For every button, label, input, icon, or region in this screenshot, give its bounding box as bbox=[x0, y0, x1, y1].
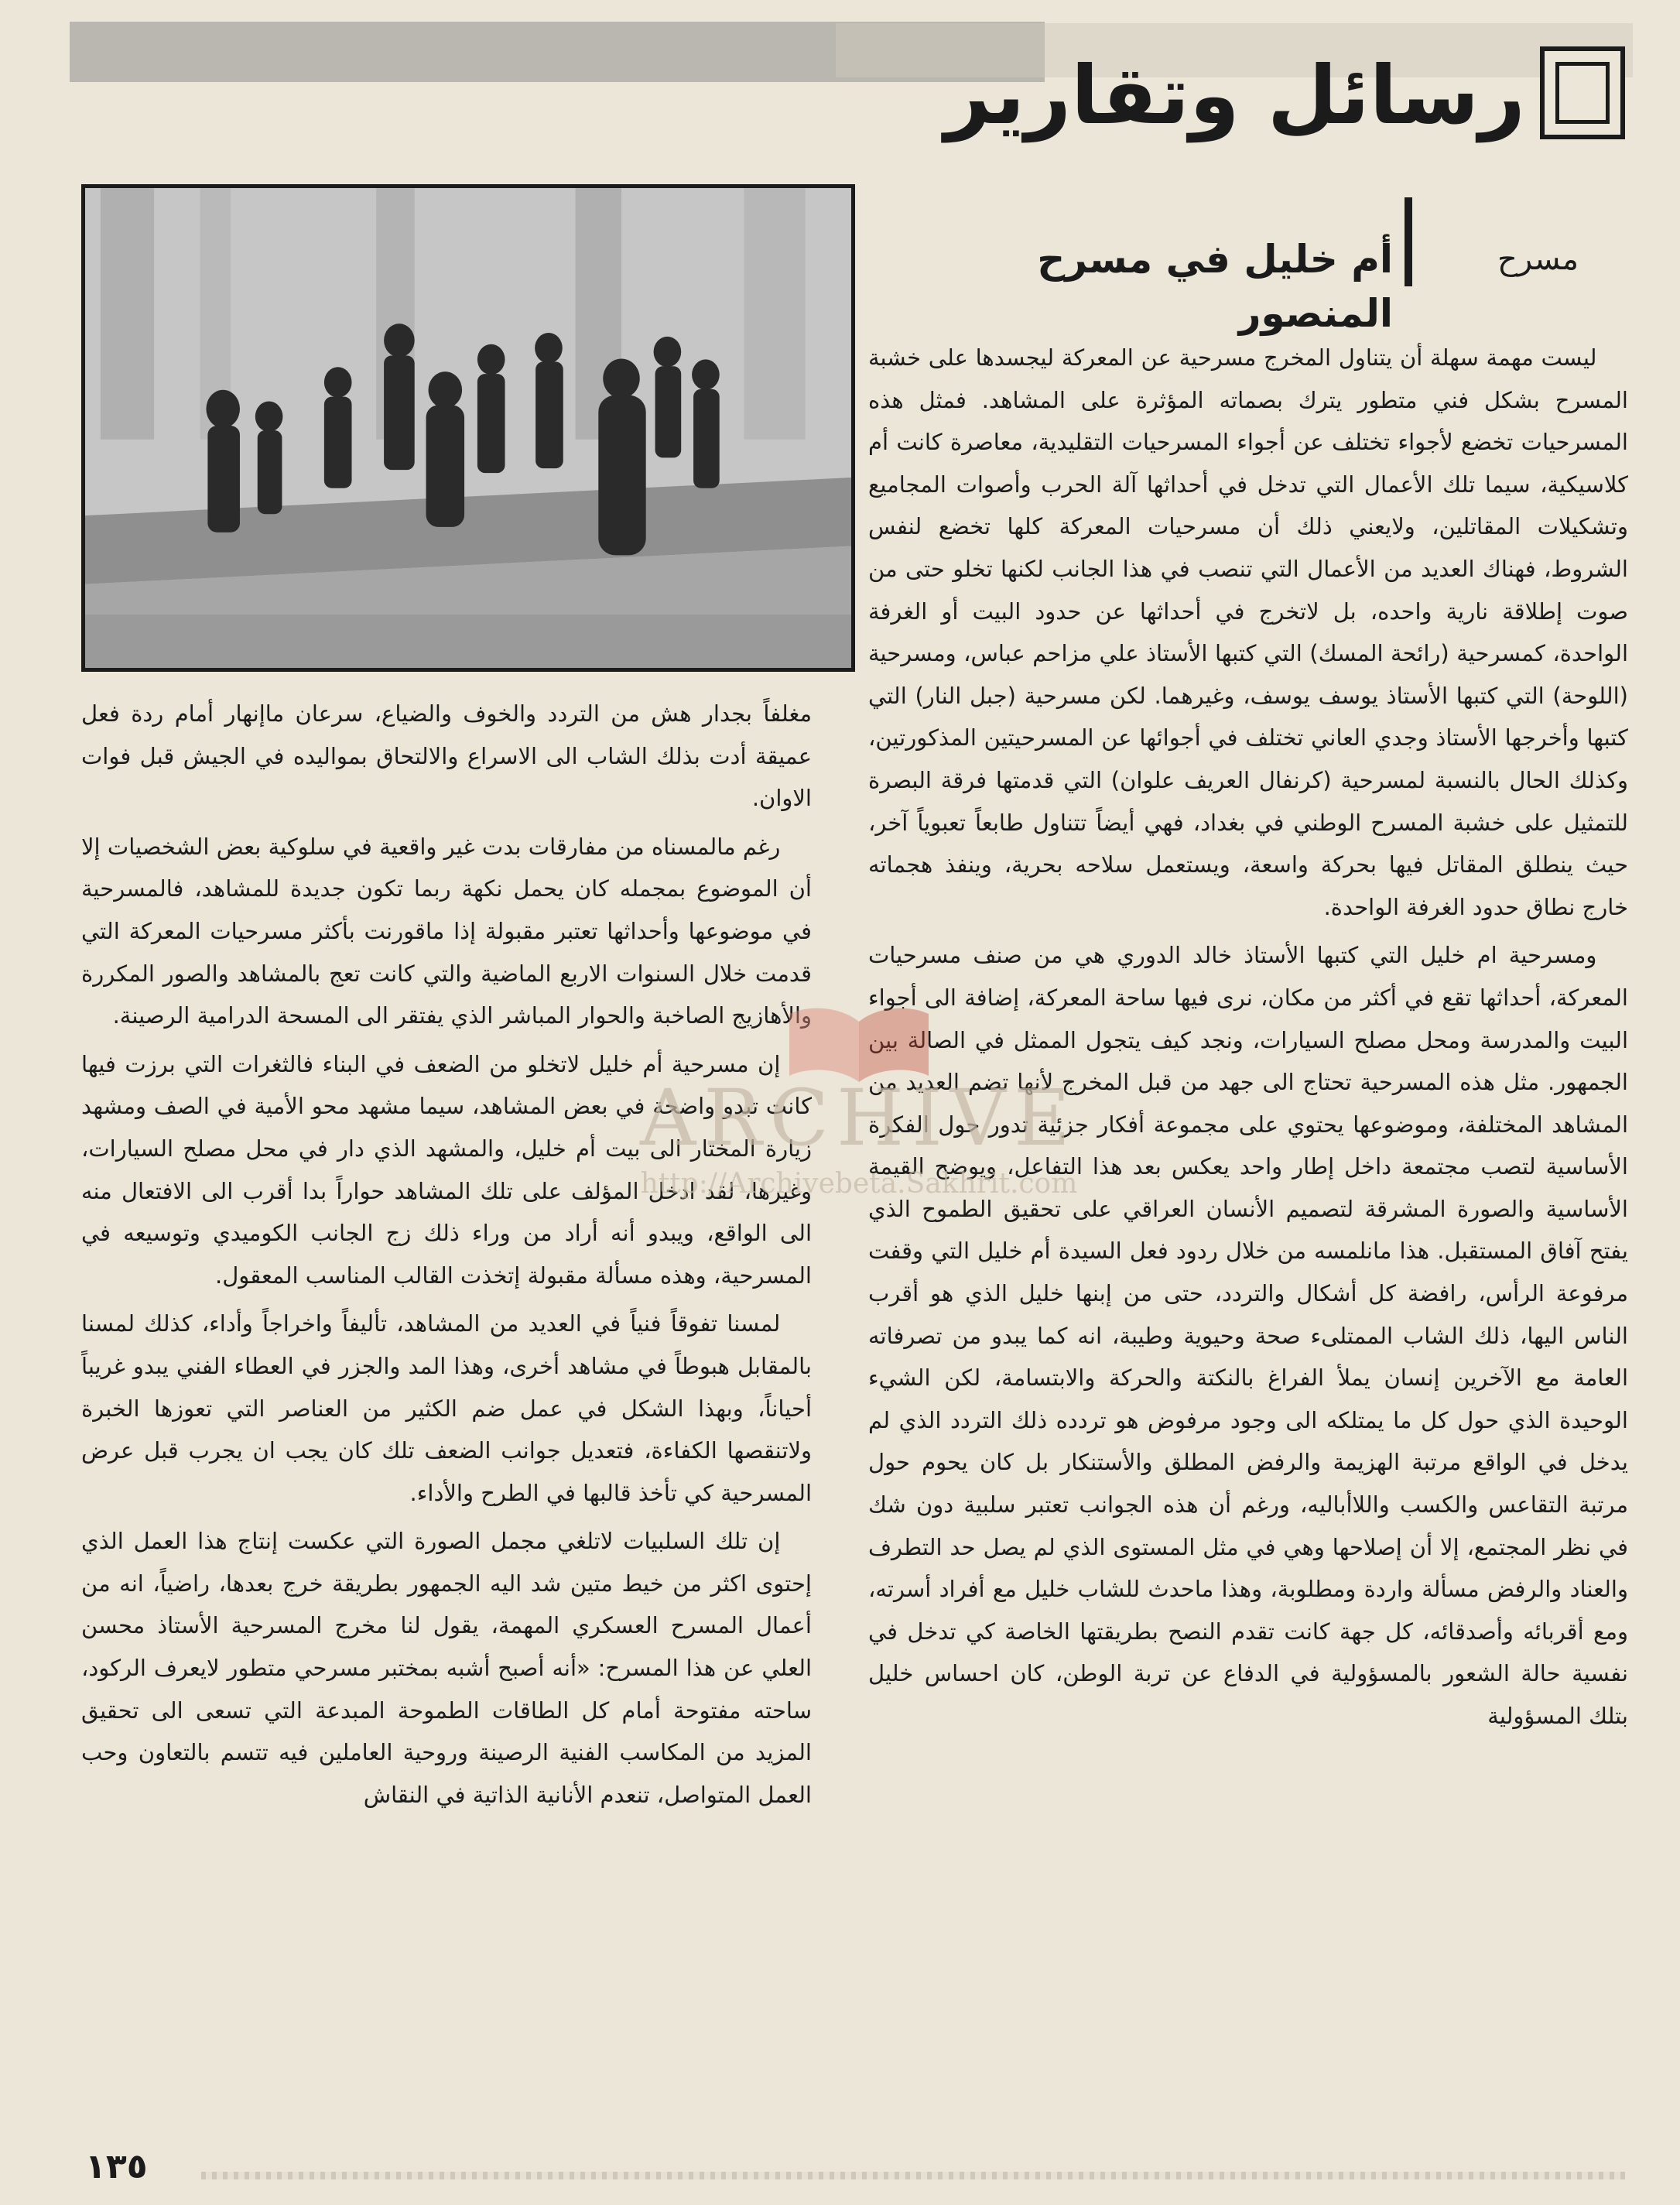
magazine-logo-icon bbox=[1540, 46, 1625, 139]
paragraph: إن تلك السلبيات لاتلغي مجمل الصورة التي عكست إنتاج هذا العمل الذي إحتوى اكثر من خيط متين شد اليه الجمهور بطريقة خرج بعدها، راضياً، انه من أعمال المسرح العسكري المهمة، يقول لنا مخرج المسرحية الأستاذ محسن العلي عن هذا المسرح: «أنه أصبح أشبه بمختبر مسرحي متطور لايعرف الركود، ساحته مفتوحة أمام كل الطاقات الطموحة المبدعة التي تسعى الى تحقيق المزيد من المكاسب الفنية الرصينة وروحية العاملين فيه تتسم بالتعاون وحب العمل المتواصل، تنعدم الأنانية الذاتية في النقاش bbox=[81, 1528, 812, 1808]
paragraph: ومسرحية ام خليل التي كتبها الأستاذ خالد الدوري هي من صنف مسرحيات المعركة، أحداثها تقع في أكثر من مكان، نرى فيها ساحة المعركة، إضافة الى أجواء البيت والمدرسة ومحل مصلح السيارات، ونجد كيف يتجول الممثل في الصالة بين الجمهور. مثل هذه المسرحية تحتاج الى جهد من قبل المخرج لأنها تضم العديد من المشاهد المختلفة، وموضوعها يحتوي على مجموعة أفكار جزئية تدور حول الفكرة الأساسية لتصب مجتمعة داخل إطار واحد يعكس بعد هذا التفاعل، ويوضح القيمة الأساسية والصورة المشرقة لتصميم الأنسان العراقي على تحقيق الطموح الذي يفتح آفاق المستقبل. هذا مانلمسه من خلال ردود فعل السيدة أم خليل التي وقفت مرفوعة الرأس، رافضة كل أشكال والتردد، حتى من إبنها خليل الذي هو أقرب الناس اليها، ذلك الشاب الممتلىء صحة وحيوية وطيبة، انه كما يبدو من تصرفاته العامة مع الآخرين إنسان يملأ الفراغ بالنكتة والحركة والابتسامة، لكن الشيء الوحيدة الذي حول كل ما يمتلكه الى وجود مرفوض هو تردده ذلك التردد الذي لم يدخل في الواقع مرتبة الهزيمة والرفض المطلق والأستنكار بل كان يحوم حول مرتبة التقاعس والكسب واللاأباليه، ورغم أن هذه الجوانب تعتبر سلبية دون شك في نظر المجتمع، إلا أن إصلاحها وهي في مثل المستوى الذي لم يصل حد التطرف والعناد والرفض مسألة واردة ومطلوبة، وهذا ماحدث للشاب خليل مع أفراد أسرته، ومع أقربائه وأصدقائه، كل جهة كانت تقدم النصح بطريقتها الخاصة كي تدخل في نفسية حالة الشعور بالمسؤولية في الدفاع عن تربة الوطن، كان احساس خليل بتلك المسؤولية bbox=[868, 942, 1628, 1729]
paragraph: إن مسرحية أم خليل لاتخلو من الضعف في البناء فالثغرات التي برزت فيها كانت تبدو واضحة في بعض المشاهد، سيما مشهد محو الأمية في الصف ومشهد زيارة المختار الى بيت أم خليل، والمشهد الذي دار في محل مصلح السيارات، وغيرها، لقد ادخل المؤلف على تلك المشاهد حواراً بدا أقرب الى الافتعال منه الى الواقع، ويبدو أنه أراد من وراء ذلك زج الجانب الكوميدي وتوسيعه في المسرحية، وهذه مسألة مقبولة إتخذت القالب المناسب المعقول. bbox=[81, 1050, 812, 1289]
page-number: ١٣٥ bbox=[85, 2147, 148, 2186]
article-left-column bbox=[81, 693, 812, 2144]
paragraph: ليست مهمة سهلة أن يتناول المخرج مسرحية عن المعركة ليجسدها على خشبة المسرح بشكل فني متطور يترك بصماته المؤثرة على المشاهد. فمثل هذه المسرحيات تخضع لأجواء تختلف عن أجواء المسرحيات التقليدية، معاصرة كانت أم كلاسيكية، سيما تلك الأعمال التي تدخل في أحداثها آلة الحرب وأصوات المجاميع وتشكيلات المقاتلين، ولايعني ذلك أن مسرحيات المعركة كلها تخضع لنفس الشروط، فهناك العديد من الأعمال التي تنصب في هذا الجانب لكنها تخلو حتى من صوت إطلاقة نارية واحده، بل لاتخرج في أحداثها عن حدود البيت أو الغرفة الواحدة، كمسرحية (رائحة المسك) التي كتبها الأستاذ علي مزاحم عباس، ومسرحية (اللوحة) التي كتبها الأستاذ يوسف يوسف، وغيرهما. لكن مسرحية (جبل النار) التي كتبها وأخرجها الأستاذ وجدي العاني تختلف في أجوائها عن المسرحيتين المذكورتين، وكذلك الحال بالنسبة لمسرحية (كرنفال العريف علوان) التي قدمتها فرقة البصرة للتمثيل على خشبة المسرح الوطني في بغداد، فهي أيضاً تتناول طابعاً تعبوياً آخر، حيث ينطلق المقاتل فيها بحركة واسعة، ويستعمل سلاحه بحرية، وينفذ هجماته خارج نطاق حدود الغرفة الواحدة. bbox=[868, 344, 1628, 920]
paragraph: لمسنا تفوقاً فنياً في العديد من المشاهد، تأليفاً واخراجاً وأداء، كذلك لمسنا بالمقابل هبوطاً في مشاهد أخرى، وهذا المد والجزر في العطاء الفني يبدو غريباً أحياناً، وبهذا الشكل في عمل ضم الكثير من العناصر التي تعوزها الخبرة ولاتنقصها الكفاءة، فتعديل جوانب الضعف تلك كان يجب ان يجرب قبل عرض المسرحية كي تأخذ قالبها في الطرح والأداء. bbox=[81, 1310, 812, 1506]
stage-photo bbox=[81, 184, 855, 672]
watermark-text: ARCHIVE bbox=[640, 1073, 1078, 1163]
article-category: مسرح bbox=[1497, 241, 1579, 277]
logo-inner-frame bbox=[1555, 62, 1610, 124]
article-right-column bbox=[868, 337, 1628, 2144]
title-divider bbox=[1405, 197, 1412, 286]
section-title: رسائل وتقارير bbox=[944, 48, 1525, 142]
paragraph: رغم مالمسناه من مفارقات بدت غير واقعية في سلوكية بعض الشخصيات إلا أن الموضوع بمجمله كان يحمل نكهة ربما تكون جديدة للمشاهد، فالمسرحية في موضوعها وأحداثها تعتبر مقبولة إذا ماقورنت بأكثر مسرحيات المعركة التي قدمت خلال السنوات الاربع الماضية والتي كانت تعج بالمشاهد والصور المكررة والأهازيج الصاخبة والحوار المباشر الذي يفتقر الى المسحة الدرامية الرصينة. bbox=[81, 833, 812, 1029]
stage-photo-drawing bbox=[85, 188, 851, 668]
watermark-url: http://Archivebeta.Sakhrit.com bbox=[640, 1168, 1078, 1200]
bottom-rule bbox=[201, 2172, 1625, 2179]
article-title: أم خليل في مسرح المنصور bbox=[1037, 237, 1393, 336]
paragraph: مغلفاً بجدار هش من التردد والخوف والضياع، سرعان ماإنهار أمام ردة فعل عميقة أدت بذلك الشاب الى الاسراع والالتحاق بمواليده في الجيش قبل فوات الاوان. bbox=[81, 700, 812, 812]
